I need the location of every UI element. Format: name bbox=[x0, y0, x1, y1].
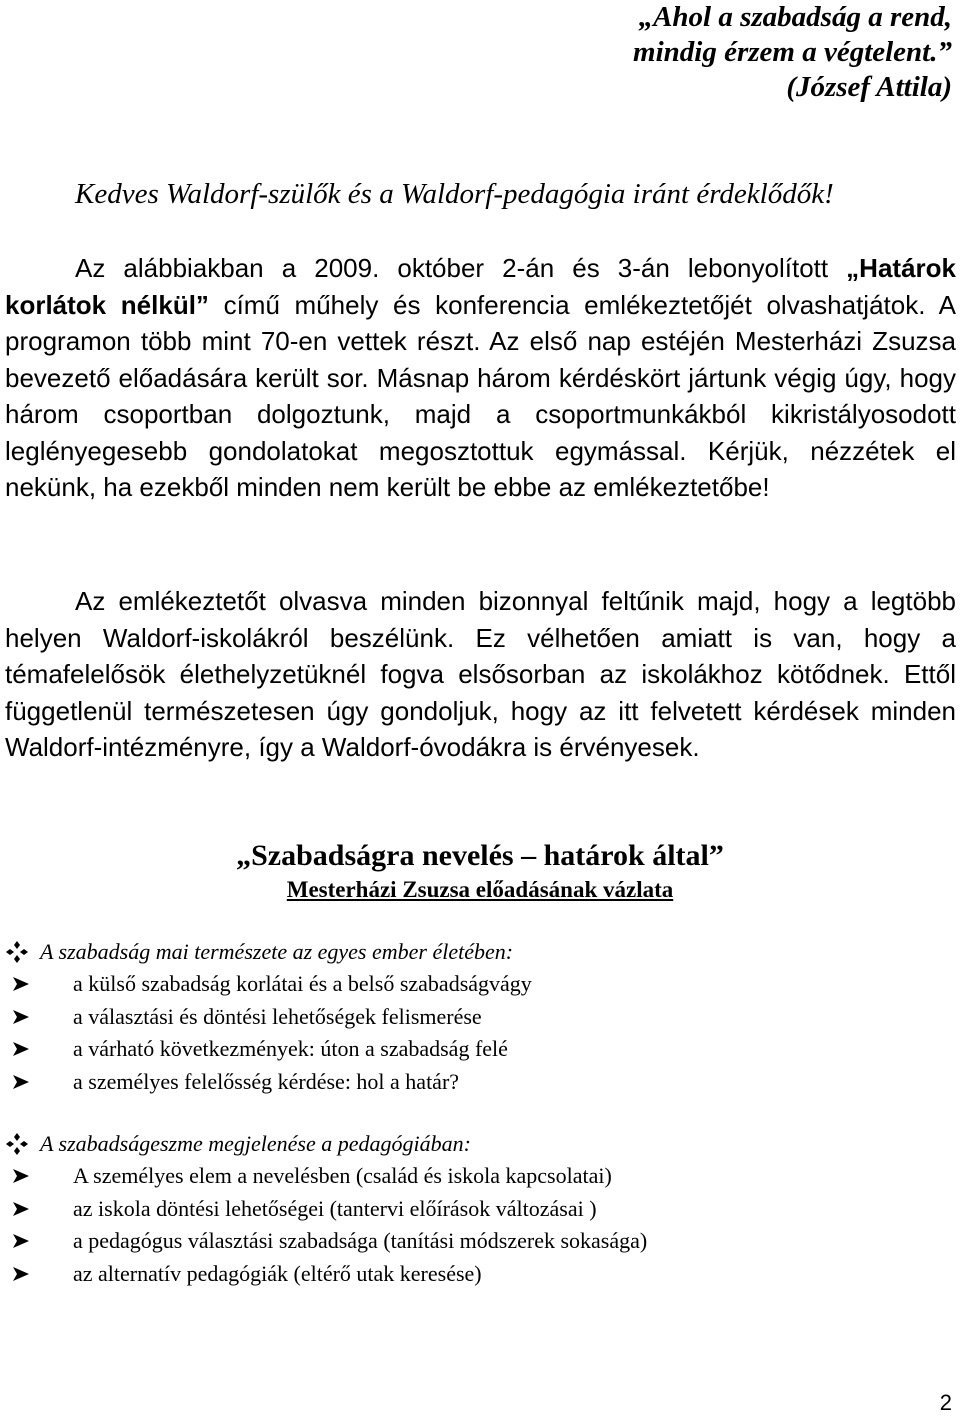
arrowhead-bullet-icon bbox=[12, 1168, 30, 1184]
list-item bbox=[5, 1066, 955, 1099]
arrowhead-bullet-icon bbox=[12, 976, 30, 992]
list-item bbox=[5, 1258, 955, 1291]
list-item-text: a választási és döntési lehetőségek felismerése bbox=[73, 1003, 482, 1029]
greeting: Kedves Waldorf-szülők és a Waldorf-pedagógia iránt érdeklődők! bbox=[75, 178, 834, 210]
section-heading-text: A szabadság mai természete az egyes ember életében: bbox=[40, 939, 514, 964]
arrowhead-bullet-icon bbox=[12, 1233, 30, 1249]
four-diamond-bullet-icon bbox=[5, 1132, 29, 1156]
list-item bbox=[5, 1193, 955, 1226]
outline-section-1 bbox=[5, 936, 955, 1098]
list-item-text: A személyes elem a nevelésben (család és iskola kapcsolatai) bbox=[73, 1163, 612, 1188]
section-heading-text: A szabadságeszme megjelenése a pedagógiában: bbox=[40, 1131, 471, 1156]
list-item bbox=[5, 1033, 955, 1066]
lecture-title: „Szabadságra nevelés – határok által” bbox=[236, 839, 724, 872]
list-item bbox=[5, 1001, 955, 1034]
arrowhead-bullet-icon bbox=[12, 1009, 30, 1025]
page-number: 2 bbox=[939, 1390, 952, 1415]
list-item bbox=[5, 968, 955, 1001]
list-item-text: a pedagógus választási szabadsága (tanítási módszerek sokasága) bbox=[73, 1228, 648, 1253]
quote-author: (József Attila) bbox=[786, 71, 952, 103]
arrowhead-bullet-icon bbox=[12, 1201, 30, 1217]
list-item-text: az iskola döntési lehetőségei (tantervi előírások változásai ) bbox=[73, 1195, 597, 1221]
second-paragraph-text: Az emlékeztetőt olvasva minden bizonnyal feltűnik majd, hogy a legtöbb helyen Waldorf-iskolákról beszélünk. Ez vélhetően amiatt is van, hogy a témafelelősök élethelyzetüknél fogva elsősorban az iskolákhoz kötődnek. Ettől függetlenül természetesen úgy gondoljuk, hogy az itt felvetett kérdések minden Waldorf-intézményre, így a Waldorf-óvodákra is bbox=[5, 586, 956, 762]
four-diamond-bullet-icon bbox=[5, 940, 29, 964]
list-item-text: a személyes felelősség kérdése: hol a határ? bbox=[73, 1068, 460, 1094]
section-heading bbox=[5, 936, 955, 968]
second-paragraph bbox=[5, 583, 956, 766]
outline-section-2 bbox=[5, 1128, 955, 1290]
intro-text-rest: című műhely és konferencia emlékeztetőjét olvashatjátok. A programon több mint 70-en vettek részt. Az első nap estéjén Mesterházi Zsuzsa bevezető előadására került sor. Másnap három kérdéskört jártunk végig úgy, hogy három csoportban dolgoztunk, majd a csoportmunkákból kikristályosodott leglényegesebb gondolatokat megosztottuk egymással. Kérjük, nézzétek el nekünk, ha ezekből minden nem került be ebbe az emlékeztetőbe! bbox=[5, 289, 956, 502]
list-item-text: az alternatív pedagógiák (eltérő utak keresése) bbox=[73, 1260, 482, 1286]
lecture-subtitle: Mesterházi Zsuzsa előadásának vázlata bbox=[286, 877, 674, 902]
arrowhead-bullet-icon bbox=[12, 1041, 30, 1057]
intro-paragraph bbox=[5, 250, 956, 506]
second-paragraph-last-word: érvényesek. bbox=[559, 732, 700, 762]
motto-quote bbox=[633, 0, 952, 105]
quote-line-2: mindig érzem a végtelent.” bbox=[633, 36, 952, 68]
intro-text-start: Az alábbiakban a 2009. október 2-án és 3-án lebonyolított bbox=[75, 253, 847, 283]
list-item-text: a várható következmények: úton a szabadság felé bbox=[73, 1036, 508, 1061]
arrowhead-bullet-icon bbox=[12, 1266, 30, 1282]
arrowhead-bullet-icon bbox=[12, 1074, 30, 1090]
workshop-title: „Határok korlátok nélkül” bbox=[5, 253, 956, 320]
list-item bbox=[5, 1225, 955, 1258]
quote-line-1: „Ahol a szabadság a rend, bbox=[638, 1, 952, 33]
section-heading bbox=[5, 1128, 955, 1160]
list-item bbox=[5, 1160, 955, 1193]
list-item-text: a külső szabadság korlátai és a belső szabadságvágy bbox=[73, 971, 532, 996]
